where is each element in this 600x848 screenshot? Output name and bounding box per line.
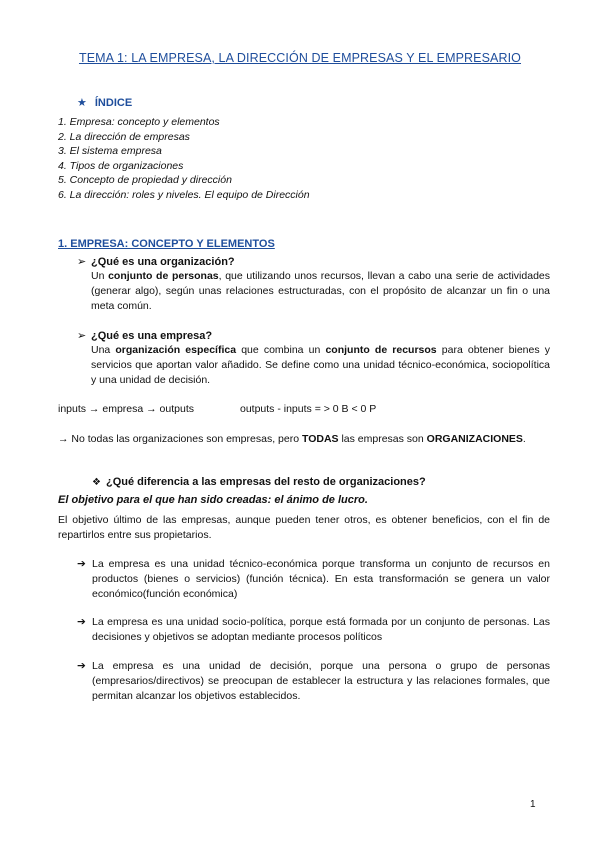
definition-empresa [91, 343, 550, 388]
bold-term: ORGANIZACIONES [426, 433, 523, 445]
list-item [77, 659, 550, 704]
formula-result: outputs - inputs = > 0 B < 0 P [239, 403, 377, 415]
list-item [77, 615, 550, 645]
index-item: 5. Concepto de propiedad y dirección [58, 174, 232, 187]
text-run: las empresas son [338, 433, 427, 445]
index-item: 4. Tipos de organizaciones [58, 159, 184, 172]
text-run: . [522, 433, 526, 445]
text-run: para obtener bienes y servicios que aportan valor añadido. Se define como una unidad técnico-económica, sociopolítica y una unidad de decisión. [91, 344, 550, 386]
list-item [77, 557, 550, 602]
text-run: , que utilizando unos recursos, llevan a cabo una serie de actividades (generar algo), según unas relaciones estructuradas, con el propósito de alcanzar un fin o una meta común. [91, 270, 550, 312]
arrow-bullet-icon: ➔ [77, 616, 86, 628]
arrowhead-bullet-icon: ➢ [77, 256, 87, 268]
section-heading: 1. EMPRESA: CONCEPTO Y ELEMENTOS [58, 238, 275, 250]
index-item: 3. El sistema empresa [58, 145, 162, 158]
formula-line [58, 402, 376, 417]
question-text: ¿Qué es una organización? [91, 256, 235, 268]
arrow-bullet-icon: ➔ [77, 558, 86, 570]
question-diferencia [92, 475, 426, 491]
document-title: TEMA 1: LA EMPRESA, LA DIRECCIÓN DE EMPRESAS Y EL EMPRESARIO [78, 51, 522, 65]
arrow-bullet-icon: ➔ [77, 660, 86, 672]
text-run: Un [91, 270, 109, 282]
index-heading-label: ÍNDICE [94, 97, 133, 109]
page-number: 1 [530, 799, 536, 810]
index-list [58, 115, 310, 203]
bold-term: conjunto de recursos [325, 344, 437, 356]
list-item-text: La empresa es una unidad técnico-económica porque transforma un conjunto de recursos en productos (bienes o servicios) (función técnica). En esta transformación se genera un valor económico(función económica) [92, 558, 550, 600]
subheading: El objetivo para el que han sido creadas: el ánimo de lucro. [58, 494, 368, 506]
index-item: 1. Empresa: concepto y elementos [58, 116, 220, 128]
intro-paragraph: El objetivo último de las empresas, aunque pueden tener otros, es obtener beneficios, con el fin de repartirlos entre sus propietarios. [58, 514, 550, 541]
list-item-text: La empresa es una unidad de decisión, porque una persona o grupo de personas (empresarios/directivos) se preocupan de establecer la estructura y las relaciones formales, que permitan alcanzar los objetivos establecidos. [92, 660, 550, 702]
index-item: 6. La dirección: roles y niveles. El equipo de Dirección [58, 188, 310, 201]
diamond-bullet-icon: ❖ [92, 477, 101, 488]
star-icon: ★ [77, 97, 87, 109]
text-run: que combina un [236, 344, 326, 356]
index-item: 2. La dirección de empresas [58, 130, 190, 143]
bold-term: TODAS [301, 433, 339, 445]
arrowhead-bullet-icon: ➢ [77, 330, 87, 342]
definition-organizacion [91, 269, 550, 314]
question-text: ¿Qué diferencia a las empresas del resto de organizaciones? [106, 476, 426, 488]
bold-term: conjunto de personas [108, 270, 219, 282]
bold-term: organización específica [115, 344, 237, 356]
list-item-text: La empresa es una unidad socio-política, porque está formada por un conjunto de personas. Las decisiones y objetivos se adoptan mediante procesos políticos [92, 616, 550, 643]
question-text: ¿Qué es una empresa? [91, 330, 213, 342]
text-run: → No todas las organizaciones son empresas, pero [58, 433, 302, 445]
formula-flow: inputs → empresa → outputs [58, 403, 194, 415]
text-run: Una [91, 344, 116, 356]
note-line [58, 432, 526, 447]
index-heading [77, 96, 132, 112]
